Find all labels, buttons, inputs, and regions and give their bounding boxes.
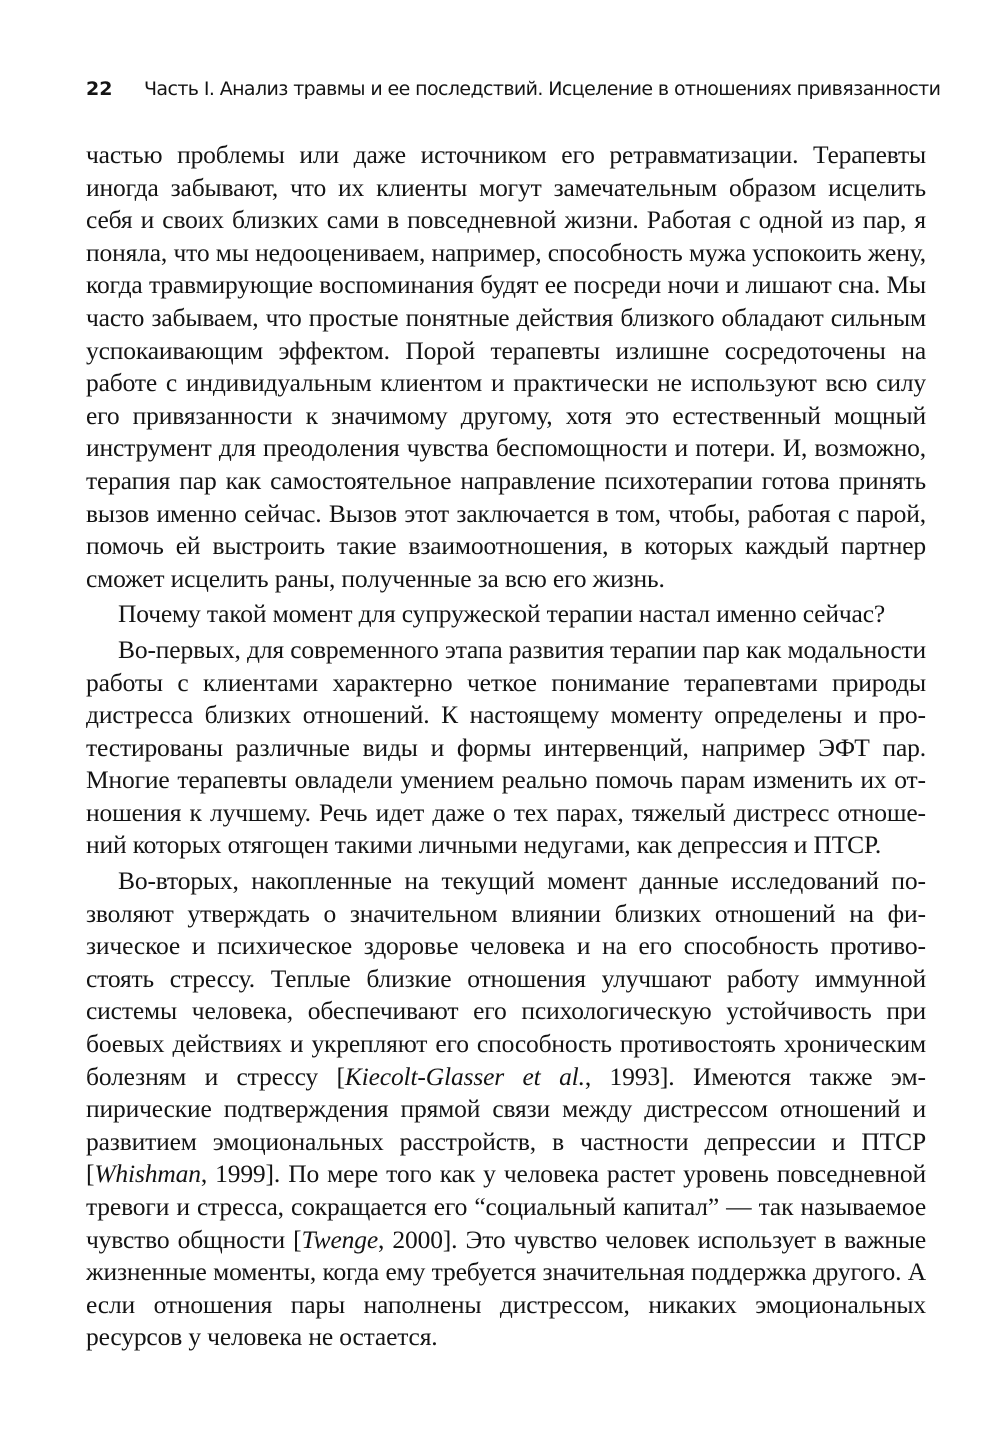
running-header — [86, 76, 941, 102]
text-run: , 1993]. Имеются также эмпирические подтверждения прямой связи между дистрессом отношений и развитием эмоциональных расстройств, в частности депрессии и ПТСР [ — [86, 1061, 926, 1189]
paragraph-first-reason: Во-первых, для современного этапа развития терапии пар как модальности работы с клиентами характерно четкое понимание терапевтами природы дистресса близких отношений. К настоящему моменту определены и протестированы различные виды и формы интервенций, например ЭФТ пар. Многие терапевты овладели умением реально помочь парам изменить их отношения к лучшему. Речь идет даже о тех парах, тяжелый дистресс отношений которых отягощен такими личными недугами, как депрессия и ПТСР. — [86, 634, 926, 860]
citation-author: Twenge — [301, 1224, 379, 1254]
paragraph-continuation: частью проблемы или даже источником его ретравматизации. Терапевты иногда забывают, что их клиенты могут замечательным образом исцелить себя и своих близких сами в повседневной жизни. Работая с одной из пар, я поняла, что мы недооцениваем, например, способность мужа успокоить жену, когда травмирующие воспоминания будят ее посреди ночи и лишают сна. Мы часто забываем, что простые понятные действия близкого обладают сильным успокаивающим эффектом. Порой терапевты излишне сосредоточены на работе с индивидуальным клиентом и практически не используют всю силу его привязанности к значимому другому, хотя это естественный мощный инструмент для преодоления чувства беспомощности и потери. И, возможно, терапия пар как самостоятельное направление психотерапии готова принять вызов именно сейчас. Вызов этот заключается в том, чтобы, работая с парой, помочь ей выстроить такие взаимоотношения, в которых каждый партнер сможет исцелить раны, полученные за всю его жизнь. — [86, 140, 926, 593]
citation-author: Kiecolt-Glasser et al. — [344, 1061, 585, 1091]
paragraph-second-reason — [86, 865, 926, 1354]
running-title: Часть I. Анализ травмы и ее последствий. Исцеление в отношениях привязанности — [144, 78, 941, 100]
page-number: 22 — [86, 78, 113, 100]
text-run: , 1999]. По мере того как у человека растет уровень повседневной тревоги и стресса, сокращается его “социальный капитал” — так называемое чувство общности [ — [86, 1159, 926, 1254]
body-text — [86, 139, 926, 1354]
text-run: , 2000]. Это чувство человек использует в важные жизненные моменты, когда ему требуется значительная поддержка другого. А если отношения пары наполнены дистрессом, никаких эмоциональных ресурсов у человека не остается. — [86, 1224, 926, 1352]
citation-author: Whishman — [94, 1159, 201, 1189]
paragraph-question: Почему такой момент для супружеской терапии настал именно сейчас? — [118, 599, 886, 629]
text-run: Во-вторых, накопленные на текущий момент данные исследований позволяют утверждать о значительном влиянии близких отношений на физическое и психическое здоровье человека и на его способность противостоять стрессу. Теплые близкие отношения улучшают работу иммунной системы человека, обеспечивают его психологическую устойчивость при боевых действиях и укрепляют его способность противостоять хроническим болезням и стрессу [ — [86, 866, 926, 1091]
